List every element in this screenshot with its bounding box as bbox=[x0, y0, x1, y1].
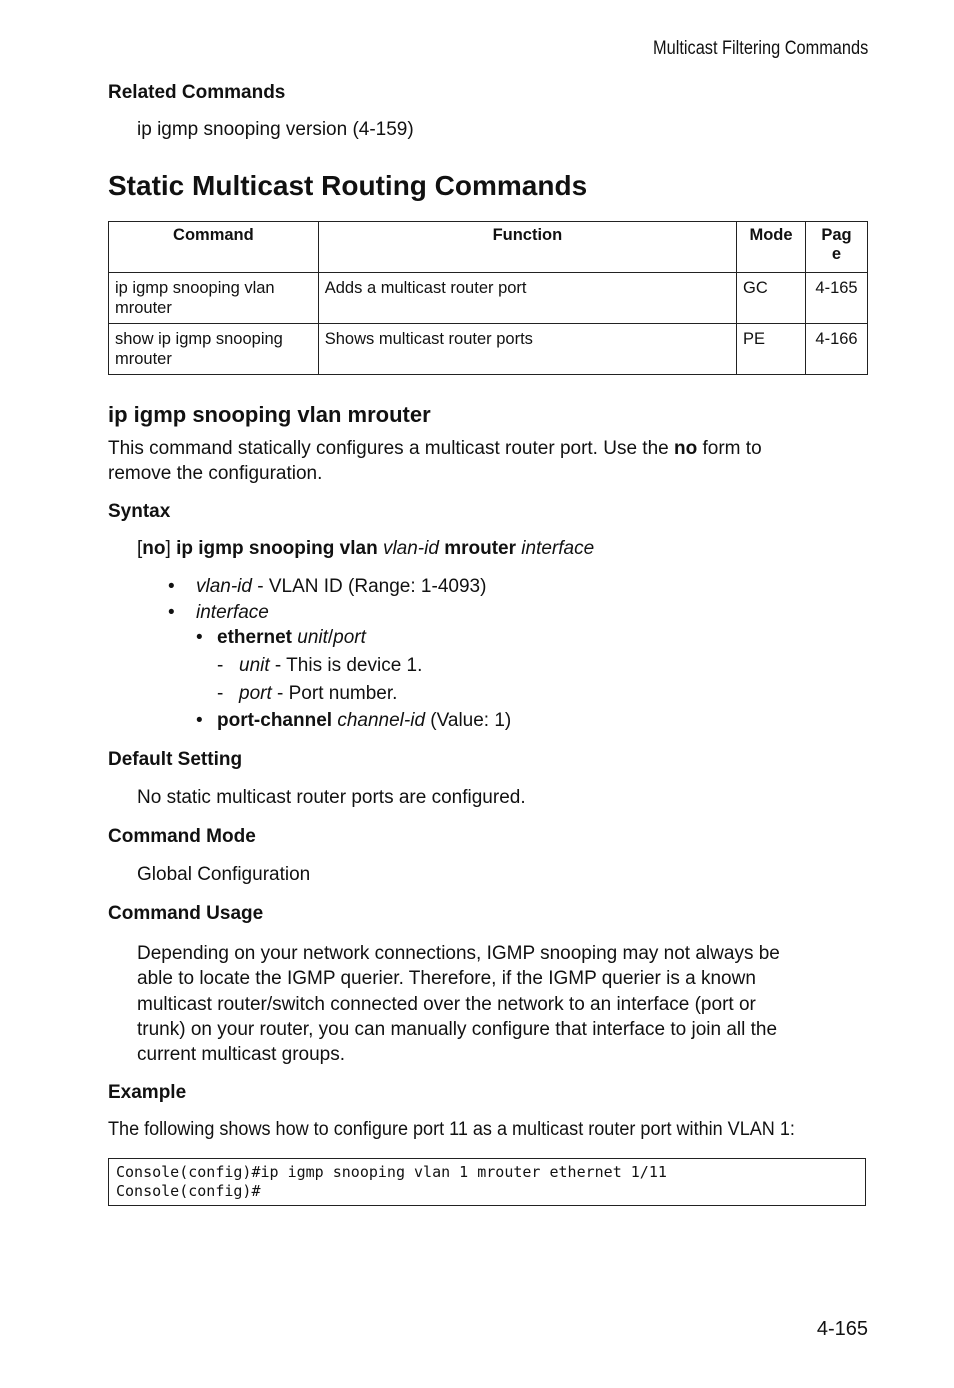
param-vlan-id bbox=[196, 576, 486, 598]
syntax-arg-vlan-id: vlan-id bbox=[382, 538, 439, 559]
desc-no-keyword: no bbox=[674, 438, 698, 459]
list-item: • bbox=[196, 710, 203, 731]
running-header: Multicast Filtering Commands bbox=[652, 38, 868, 59]
col-header-page: Pag e bbox=[806, 222, 868, 273]
command-description bbox=[108, 436, 868, 486]
cell-mode: PE bbox=[737, 324, 806, 375]
syntax-arg-interface: interface bbox=[521, 538, 595, 559]
table-header-row bbox=[109, 222, 868, 273]
cell-command: show ip igmp snooping mrouter bbox=[109, 324, 319, 375]
table-row bbox=[109, 324, 868, 375]
param-unit: unit bbox=[297, 627, 328, 648]
syntax-bracket-close: ] bbox=[165, 538, 171, 559]
list-item: • bbox=[168, 576, 175, 597]
param-name: vlan-id bbox=[196, 576, 252, 597]
example-text: The following shows how to configure port 11 as a multicast router port within VLAN 1: bbox=[108, 1119, 795, 1140]
command-usage-heading: Command Usage bbox=[108, 903, 264, 924]
console-example bbox=[108, 1158, 866, 1206]
param-interface bbox=[196, 602, 269, 624]
syntax-no: no bbox=[142, 538, 166, 559]
syntax-keyword-mrouter: mrouter bbox=[444, 538, 517, 559]
table-row bbox=[109, 273, 868, 324]
command-usage-text bbox=[137, 941, 868, 1067]
desc-text: This command statically configures a multicast router port. Use the bbox=[108, 438, 675, 459]
usage-line: Depending on your network connections, IGMP snooping may not always be bbox=[137, 943, 780, 964]
param-name: interface bbox=[196, 602, 269, 623]
param-desc: - Port number. bbox=[271, 683, 398, 704]
command-title: ip igmp snooping vlan mrouter bbox=[108, 402, 431, 427]
list-item: • bbox=[196, 627, 203, 648]
related-commands-heading: Related Commands bbox=[108, 82, 286, 103]
col-header-function: Function bbox=[318, 222, 736, 273]
command-mode-heading: Command Mode bbox=[108, 826, 256, 847]
cell-command: ip igmp snooping vlan mrouter bbox=[109, 273, 319, 324]
param-desc: - This is device 1. bbox=[269, 655, 423, 676]
desc-text-end: form to bbox=[697, 438, 762, 459]
cell-function: Adds a multicast router port bbox=[318, 273, 736, 324]
default-setting-heading: Default Setting bbox=[108, 749, 243, 770]
param-channel-id: channel-id bbox=[337, 710, 426, 731]
usage-line: current multicast groups. bbox=[137, 1044, 346, 1066]
usage-line: able to locate the IGMP querier. Therefore, if the IGMP querier is a known bbox=[137, 968, 756, 990]
section-title: Static Multicast Routing Commands bbox=[108, 170, 588, 201]
param-keyword: port-channel bbox=[217, 710, 333, 731]
param-sep: / bbox=[327, 627, 334, 648]
syntax-command: ip igmp snooping vlan bbox=[176, 538, 378, 559]
param-port-desc bbox=[239, 683, 397, 705]
default-setting-text: No static multicast router ports are configured. bbox=[137, 787, 526, 808]
param-desc: - VLAN ID (Range: 1-4093) bbox=[251, 576, 487, 597]
page-number: 4-165 bbox=[816, 1318, 868, 1340]
list-item: - bbox=[217, 655, 224, 676]
col-header-command: Command bbox=[109, 222, 319, 273]
command-mode-text: Global Configuration bbox=[137, 864, 311, 885]
cell-page: 4-166 bbox=[806, 324, 868, 375]
console-line: Console(config)# bbox=[116, 1182, 261, 1200]
param-keyword: ethernet bbox=[217, 627, 292, 648]
console-line: Console(config)#ip igmp snooping vlan 1 mrouter ethernet 1/11 bbox=[116, 1163, 667, 1181]
usage-line: multicast router/switch connected over the network to an interface (port or bbox=[137, 993, 756, 1015]
syntax-heading: Syntax bbox=[108, 501, 171, 522]
cell-function: Shows multicast router ports bbox=[318, 324, 736, 375]
cell-page: 4-165 bbox=[806, 273, 868, 324]
param-desc: (Value: 1) bbox=[425, 710, 512, 731]
desc-line2: remove the configuration. bbox=[108, 463, 323, 484]
cell-mode: GC bbox=[737, 273, 806, 324]
example-heading: Example bbox=[108, 1082, 187, 1103]
list-item: • bbox=[168, 602, 175, 623]
param-port-channel bbox=[217, 710, 511, 732]
usage-line: trunk) on your router, you can manually configure that interface to join all the bbox=[137, 1018, 778, 1040]
param-name: unit bbox=[239, 655, 270, 676]
related-commands-text: ip igmp snooping version (4-159) bbox=[137, 119, 414, 140]
col-header-mode: Mode bbox=[737, 222, 806, 273]
syntax-line bbox=[137, 538, 594, 560]
command-table bbox=[108, 221, 868, 375]
syntax-bracket-open: [ bbox=[137, 538, 143, 559]
param-unit-desc bbox=[239, 655, 422, 677]
param-name: port bbox=[239, 683, 272, 704]
param-port: port bbox=[333, 627, 366, 648]
param-ethernet bbox=[217, 627, 366, 649]
list-item: - bbox=[217, 683, 224, 704]
